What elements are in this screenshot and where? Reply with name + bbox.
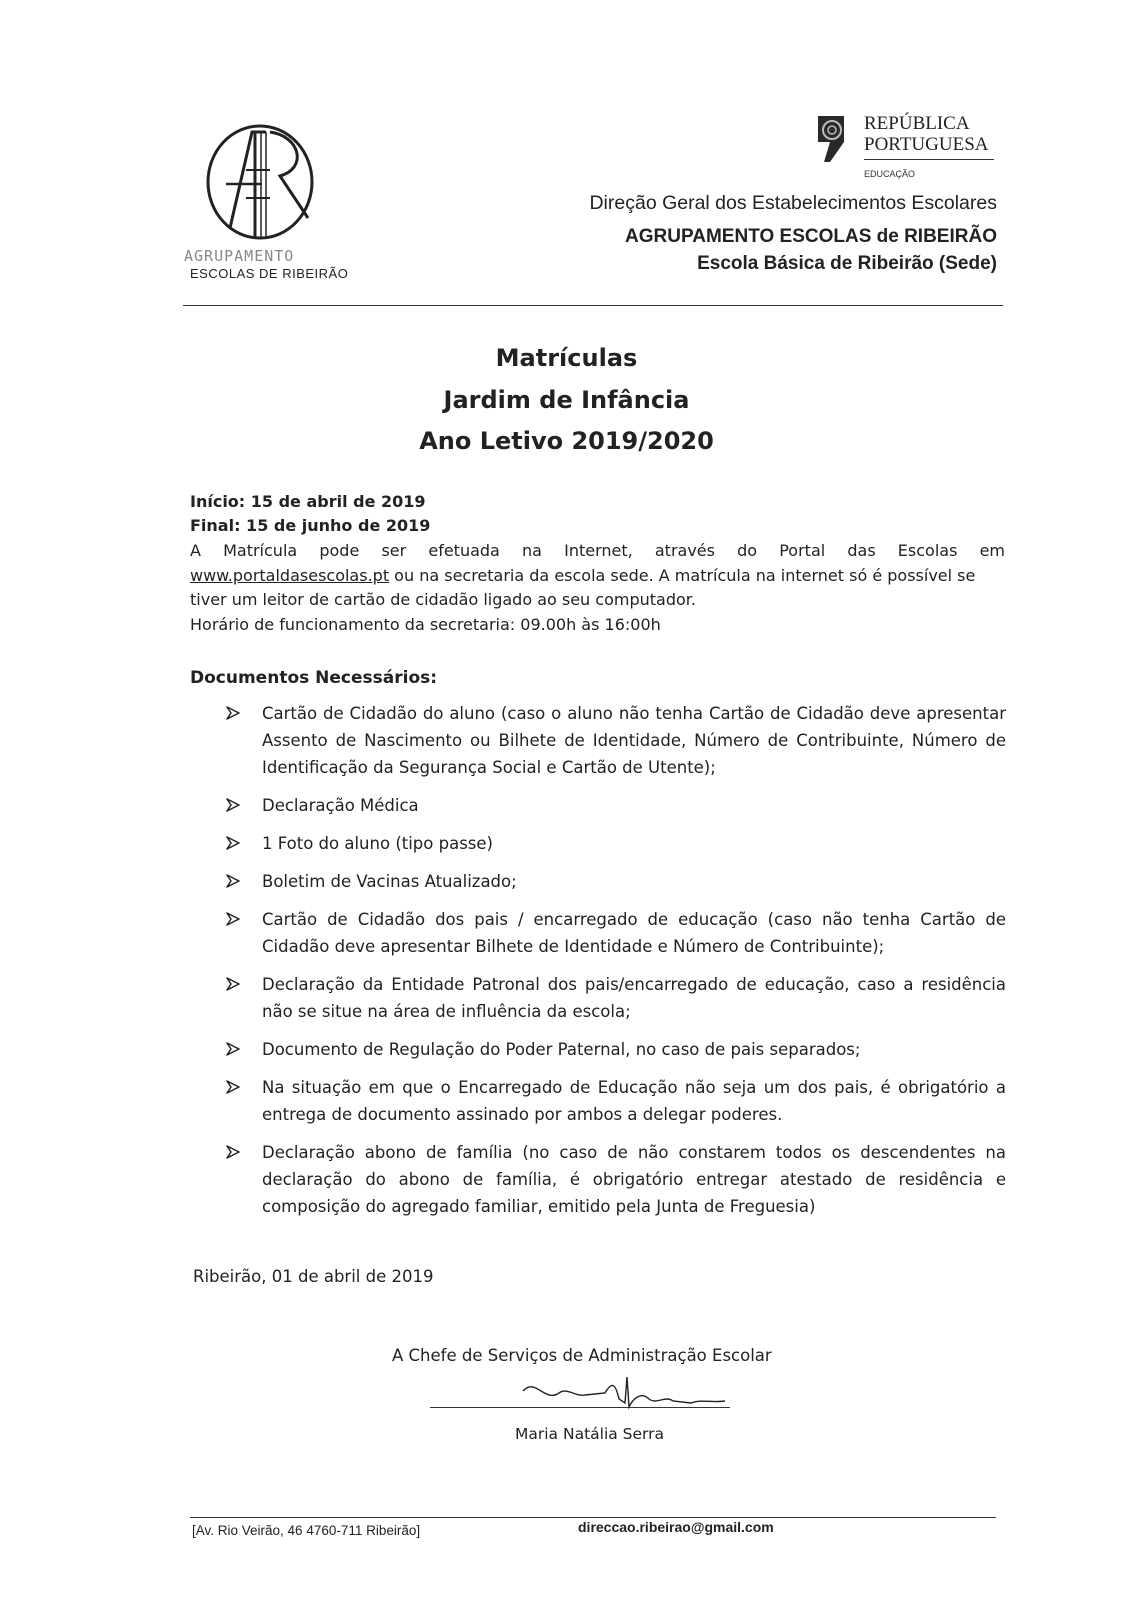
intro-line2 bbox=[190, 564, 1005, 589]
list-item-text: 1 Foto do aluno (tipo passe) bbox=[262, 834, 493, 853]
start-date: Início: 15 de abril de 2019 bbox=[190, 492, 426, 511]
office-hours: Horário de funcionamento da secretaria: 09.00h às 16:00h bbox=[190, 614, 661, 634]
intro-paragraph bbox=[190, 539, 1005, 637]
republic-logo-line1: REPÚBLICA bbox=[864, 113, 970, 134]
school-logo bbox=[200, 118, 330, 248]
arrow-bullet-icon bbox=[226, 798, 240, 812]
republic-logo-line2: PORTUGUESA bbox=[864, 134, 989, 155]
list-item bbox=[226, 868, 1006, 895]
list-item bbox=[226, 1139, 1006, 1220]
documents-list bbox=[226, 700, 1006, 1231]
school-logo-word-agrupamento: AGRUPAMENTO bbox=[184, 247, 295, 265]
list-item bbox=[226, 830, 1006, 857]
arrow-bullet-icon bbox=[226, 874, 240, 888]
list-item-text: Boletim de Vacinas Atualizado; bbox=[262, 872, 517, 891]
footer-divider bbox=[190, 1517, 996, 1518]
intro-line1: A Matrícula pode ser efetuada na Internet, através do Portal das Escolas em bbox=[190, 541, 1005, 560]
republic-emblem-icon bbox=[816, 112, 846, 164]
footer-email[interactable]: direccao.ribeirao@gmail.com bbox=[578, 1519, 774, 1535]
footer-address: [Av. Rio Veirão, 46 4760-711 Ribeirão] bbox=[192, 1523, 421, 1538]
signatory-title: A Chefe de Serviços de Administração Escolar bbox=[392, 1346, 772, 1365]
list-item-text: Cartão de Cidadão do aluno (caso o aluno não tenha Cartão de Cidadão deve apresentar Assento de Nascimento ou Bilhete de Identidade, Número de Contribuinte, Número de Identificação da Segurança Social e Cartão de Utente); bbox=[262, 704, 1006, 777]
header-school-name: Escola Básica de Ribeirão (Sede) bbox=[697, 253, 997, 274]
header-school-group: AGRUPAMENTO ESCOLAS de RIBEIRÃO bbox=[625, 226, 997, 247]
signatory-name: Maria Natália Serra bbox=[515, 1425, 665, 1443]
intro-line2-text: ou na secretaria da escola sede. A matrícula na internet só é possível se bbox=[389, 565, 976, 585]
place-date: Ribeirão, 01 de abril de 2019 bbox=[193, 1267, 434, 1286]
arrow-bullet-icon bbox=[226, 912, 240, 926]
portal-link[interactable]: www.portaldasescolas.pt bbox=[190, 565, 390, 585]
list-item-text: Documento de Regulação do Poder Paternal, no caso de pais separados; bbox=[262, 1040, 861, 1059]
list-item bbox=[226, 1036, 1006, 1063]
intro-line3: tiver um leitor de cartão de cidadão ligado ao seu computador. bbox=[190, 590, 696, 609]
header-divider bbox=[183, 305, 1003, 306]
signature-line bbox=[430, 1407, 730, 1408]
page-title-line1: Matrículas bbox=[495, 344, 638, 372]
page-title-line3: Ano Letivo 2019/2020 bbox=[419, 427, 714, 455]
list-item bbox=[226, 971, 1006, 1025]
arrow-bullet-icon bbox=[226, 836, 240, 850]
header-directorate: Direção Geral dos Estabelecimentos Escolares bbox=[589, 192, 997, 214]
arrow-bullet-icon bbox=[226, 706, 240, 720]
list-item bbox=[226, 906, 1006, 960]
arrow-bullet-icon bbox=[226, 977, 240, 991]
enrolment-dates bbox=[190, 490, 1005, 538]
arrow-bullet-icon bbox=[226, 1080, 240, 1094]
republic-logo-ministry: EDUCAÇÃO bbox=[864, 169, 916, 179]
list-item-text: Declaração Médica bbox=[262, 796, 419, 815]
list-item bbox=[226, 700, 1006, 781]
list-item bbox=[226, 792, 1006, 819]
arrow-bullet-icon bbox=[226, 1042, 240, 1056]
end-date: Final: 15 de junho de 2019 bbox=[190, 516, 431, 535]
arrow-bullet-icon bbox=[226, 1145, 240, 1159]
republic-logo-rule bbox=[864, 159, 994, 160]
list-item bbox=[226, 1074, 1006, 1128]
list-item-text: Declaração abono de família (no caso de não constarem todos os descendentes na declaração do abono de família, é obrigatório entregar atestado de residência e composição do agregado familiar, emitido pela Junta de Freguesia) bbox=[262, 1143, 1006, 1216]
list-item-text: Na situação em que o Encarregado de Educação não seja um dos pais, é obrigatório a entrega de documento assinado por ambos a delegar poderes. bbox=[262, 1078, 1006, 1124]
page-title-line2: Jardim de Infância bbox=[443, 386, 690, 414]
list-item-text: Declaração da Entidade Patronal dos pais/encarregado de educação, caso a residência não se situe na área de influência da escola; bbox=[262, 975, 1006, 1021]
documents-heading: Documentos Necessários: bbox=[190, 668, 438, 688]
list-item-text: Cartão de Cidadão dos pais / encarregado de educação (caso não tenha Cartão de Cidadão deve apresentar Bilhete de Identidade e Número de Contribuinte); bbox=[262, 910, 1006, 956]
school-logo-word-escolas: ESCOLAS DE RIBEIRÃO bbox=[190, 266, 349, 281]
